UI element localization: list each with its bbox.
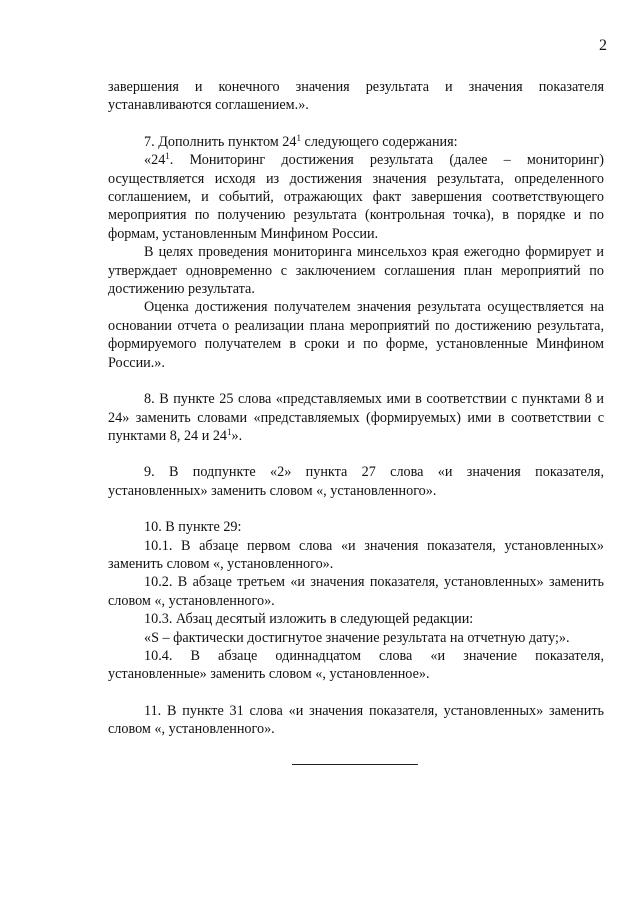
paragraph-item-10-4: 10.4. В абзаце одиннадцатом слова «и значение показателя, установленные» заменить словом «, установленное».	[108, 647, 604, 683]
paragraph-item-10-3: 10.3. Абзац десятый изложить в следующей редакции:	[144, 611, 474, 628]
paragraph-item-8: 8. В пункте 25 слова «представляемых ими в соответствии с пунктами 8 и 24» заменить словами «представляемых (формируемых) ими в соответствии с пунктами 8, 24 и $24^1$».	[108, 391, 604, 444]
paragraph-item-10-1: 10.1. В абзаце первом слова «и значения показателя, установленных» заменить словом «, установленного».	[108, 537, 604, 572]
paragraph-assessment: Оценка достижения получателем значения результата осуществляется на основании отчета о реализации плана мероприятий по достижению результата, формируемого получателем в сроки и по форме, установленные Минфином России.».	[108, 299, 604, 371]
document-body	[108, 78, 604, 739]
paragraph-item-10: 10. В пункте 29:	[144, 519, 242, 536]
end-separator-line	[292, 764, 418, 765]
paragraph-formula-s: «S – фактически достигнутое значение результата на отчетную дату;».	[144, 629, 570, 646]
paragraph-continuation: завершения и конечного значения результата и значения показателя устанавливаются соглашением.».	[108, 79, 604, 114]
paragraph-item-11: 11. В пункте 31 слова «и значения показателя, установленных» заменить словом «, установленного».	[108, 702, 604, 738]
paragraph-item-10-2: 10.2. В абзаце третьем «и значения показателя, установленных» заменить словом «, установленного».	[108, 574, 604, 609]
paragraph-monitoring-plan: В целях проведения мониторинга минсельхоз края ежегодно формирует и утверждает одновременно с заключением соглашения план мероприятий по достижению результата.	[108, 244, 604, 298]
page-number: 2	[599, 37, 607, 54]
paragraph-item-7: 7. Дополнить пунктом $24^1$ следующего содержания:	[144, 132, 458, 150]
paragraph-item-24-1: «$24^1$. Мониторинг достижения результата (далее – мониторинг) осуществляется исходя из достижения значения результата, определенного соглашением, и событий, отражающих факт завершения соответствующего мероприятия по получению результата (контрольная точка), в порядке и по формам, установленным Минфином России.	[108, 151, 604, 242]
paragraph-item-9: 9. В подпункте «2» пункта 27 слова «и значения показателя, установленных» заменить словом «, установленного».	[108, 464, 604, 499]
